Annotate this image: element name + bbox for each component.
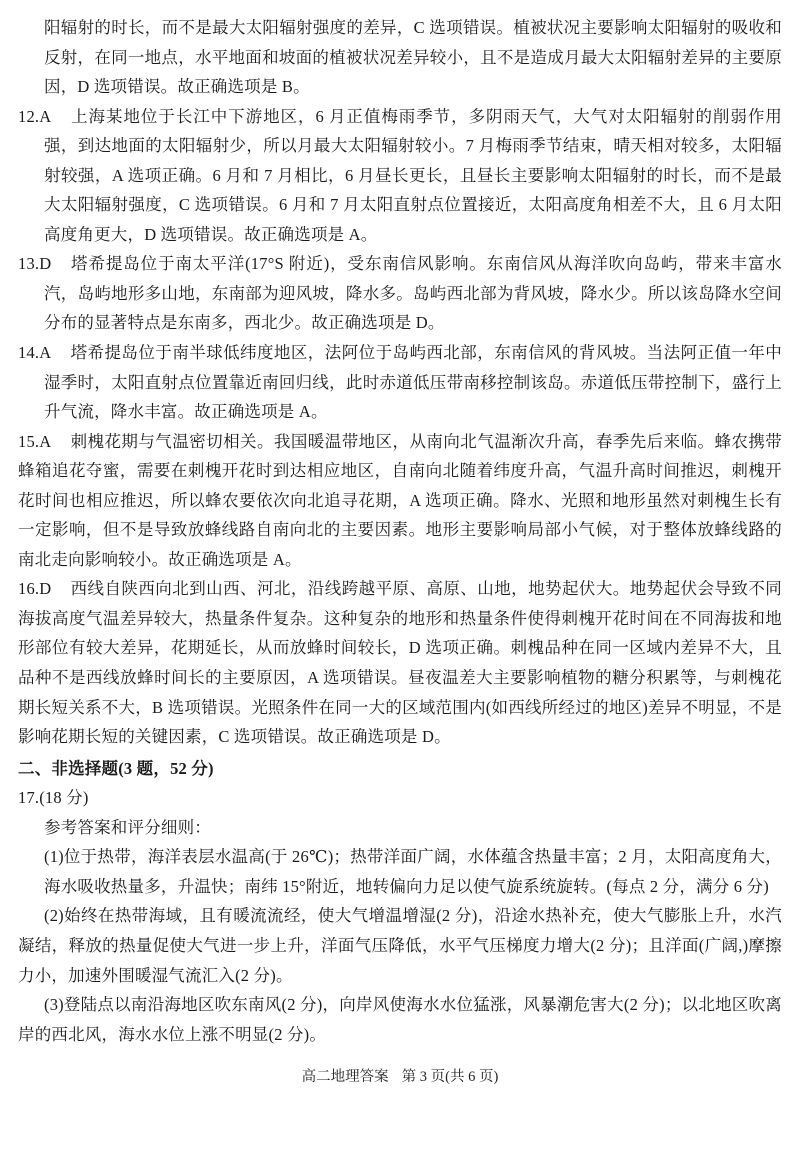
answer-text-16: 西线自陕西向北到山西、河北，沿线跨越平原、高原、山地，地势起伏大。地势起伏会导致不同海拔高度气温差异较大，热量条件复杂。这种复杂的地形和热量条件使得刺槐开花时间在不同海拔和地形部位有较大差异，花期延长，从而放蜂时间较长，D 选项正确。刺槐品种在同一区域内差异不大，且品种不是西线放蜂时间长的主要原因，A 选项错误。昼夜温差大主要影响植物的糖分积累等，与刺槐花期长短关系不大，B 选项错误。光照条件在同一大的区域范围内(如西线所经过的地区)差异不明显，不是影响花期长短的关键因素，C 选项错误。故正确选项是 D。 [18,579,782,747]
question-17-answer-1: (1)位于热带，海洋表层水温高(于 26℃)；热带洋面广阔，水体蕴含热量丰富；2 月，太阳高度角大，海水吸收热量多，升温快；南纬 15°附近，地转偏向力足以使气旋系统旋转。(每点 2 分，满分 6 分) [44,847,782,896]
answer-text-14: 塔希提岛位于南半球低纬度地区，法阿位于岛屿西北部，东南信风的背风坡。当法阿正值一年中湿季时，太阳直射点位置靠近南回归线，此时赤道低压带南移控制该岛。赤道低压带控制下，盛行上升气流，降水丰富。故正确选项是 A。 [44,343,782,422]
question-number-16: 16.D [18,579,52,599]
question-17-heading: 17.(18 分) [18,788,89,808]
question-number-14: 14.A [18,343,52,363]
page-footer [18,1066,782,1088]
answer-text-13: 塔希提岛位于南太平洋(17°S 附近)，受东南信风影响。东南信风从海洋吹向岛屿，带来丰富水汽，岛屿地形多山地，东南部为迎风坡，降水多。岛屿西北部为背风坡，降水少。所以该岛降水空间分布的显著特点是东南多，西北少。故正确选项是 D。 [44,254,782,333]
section-2-header: 二、非选择题(3 题，52 分) [18,758,214,778]
item-11-continuation-paragraph: 阳辐射的时长，而不是最大太阳辐射强度的差异，C 选项错误。植被状况主要影响太阳辐射的吸收和反射，在同一地点，水平地面和坡面的植被状况差异较小，且不是造成月最大太阳辐射差异的主要原因，D 选项错误。故正确选项是 B。 [44,18,782,97]
answer-item-13 [18,249,782,338]
answer-item-15 [18,427,782,575]
answer-item-12 [18,102,782,250]
answer-text-15: 刺槐花期与气温密切相关。我国暖温带地区，从南向北气温渐次升高，春季先后来临。蜂农携带蜂箱追花夺蜜，需要在刺槐开花时到达相应地区，自南向北随着纬度升高，气温升高时间推迟，刺槐开花时间也相应推迟，所以蜂农要依次向北追寻花期，A 选项正确。降水、光照和地形虽然对刺槐生长有一定影响，但不是导致放蜂线路自南向北的主要因素。地形主要影响局部小气候，对于整体放蜂线路的南北走向影响较小。故正确选项是 A。 [18,431,782,569]
answer-item-16 [18,574,782,751]
answer-item-14 [18,338,782,427]
question-number-13: 13.D [18,254,52,274]
answer-text-12: 上海某地位于长江中下游地区，6 月正值梅雨季节，多阴雨天气，大气对太阳辐射的削弱作用强，到达地面的太阳辐射少，所以月最大太阳辐射较小。7 月梅雨季节结束，晴天相对较多，太阳辐射较强，A 选项正确。6 月和 7 月相比，6 月昼长更长，且昼长主要影响太阳辐射的时长，而不是最大太阳辐射强度，C 选项错误。6 月和 7 月太阳直射点位置接近，太阳高度角相差不大，且 6 月太阳高度角更大，D 选项错误。故正确选项是 A。 [44,106,782,244]
question-number-12: 12.A [18,106,52,126]
question-17-answer-3: (3)登陆点以南沿海地区吹东南风(2 分)，向岸风使海水水位猛涨，风暴潮危害大(2 分)；以北地区吹离岸的西北风，海水水位上涨不明显(2 分)。 [18,995,782,1044]
question-17-answer-2: (2)始终在热带海域，且有暖流流经，使大气增温增湿(2 分)，沿途水热补充，使大气膨胀上升，水汽凝结，释放的热量促使大气进一步上升，洋面气压降低，水平气压梯度力增大(2 分)；且洋面(广阔,)摩擦力小，加速外围暖湿气流汇入(2 分)。 [18,906,782,985]
question-17-intro: 参考答案和评分细则： [44,817,211,837]
footer-page-info: 第 3 页(共 6 页) [401,1069,499,1086]
question-number-15: 15.A [18,431,52,451]
footer-doc-title: 高二地理答案 [301,1069,389,1086]
